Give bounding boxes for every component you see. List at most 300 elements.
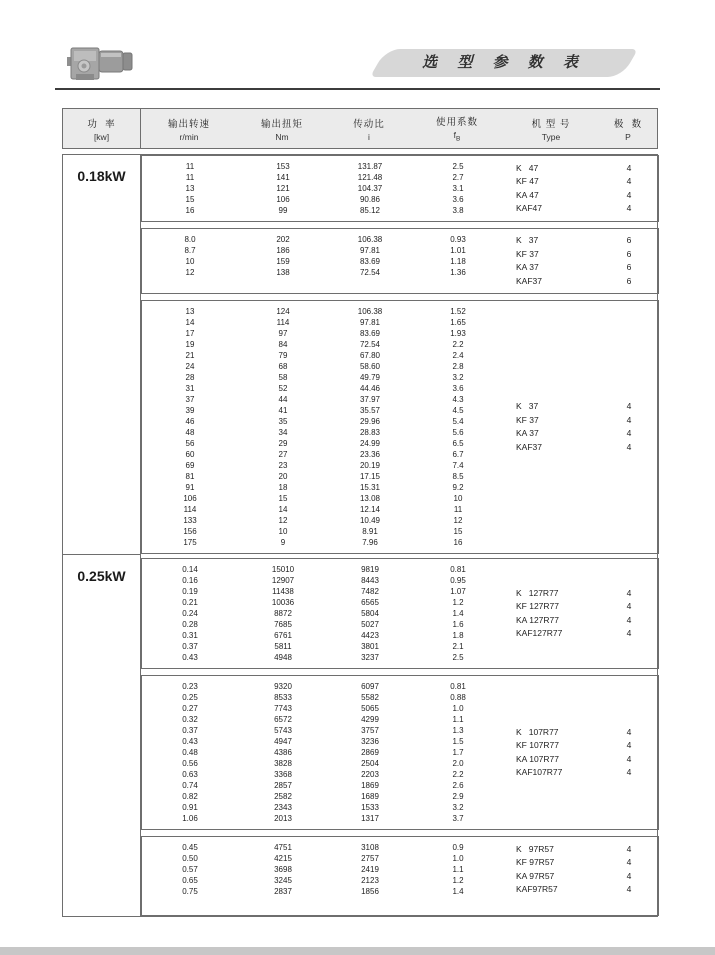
value-cell: 114 (183, 505, 197, 514)
value-cell: 0.19 (182, 587, 198, 596)
factor-column (412, 306, 504, 548)
value-cell: 1.65 (450, 318, 466, 327)
value-cell: 29.96 (359, 417, 381, 426)
parameter-block (141, 300, 659, 554)
value-cell: 5027 (361, 620, 379, 629)
value-cell: 131.87 (357, 162, 383, 171)
value-cell: 3368 (274, 770, 292, 779)
poles-column (600, 234, 658, 288)
value-cell: 1.1 (452, 715, 464, 724)
header-cell-poles (599, 109, 657, 148)
value-cell: 24.99 (359, 439, 381, 448)
value-cell: 5582 (361, 693, 379, 702)
value-cell: 67.80 (359, 351, 381, 360)
type-cell: KAF107R77 (516, 767, 563, 777)
header-type-unit: Type (541, 131, 561, 142)
poles-column (600, 162, 658, 216)
value-cell: 28 (185, 373, 195, 382)
factor-column (412, 234, 504, 288)
value-cell: 16 (185, 206, 195, 215)
value-cell: 3698 (274, 865, 292, 874)
header-speed-cn: 输出转速 (167, 118, 210, 130)
value-cell: 1856 (361, 887, 379, 896)
value-cell: 1689 (361, 792, 379, 801)
blocks-host (141, 155, 659, 554)
speed-column (142, 161, 238, 216)
header-torque-unit: Nm (275, 131, 289, 142)
value-cell: 3.1 (452, 184, 464, 193)
value-cell: 2.0 (452, 759, 464, 768)
value-cell: 0.48 (182, 748, 198, 757)
value-cell: 20 (278, 472, 288, 481)
value-cell: 159 (276, 257, 290, 266)
value-cell: 0.75 (182, 887, 198, 896)
value-cell: 2857 (274, 781, 292, 790)
value-cell: 48 (185, 428, 195, 437)
value-cell: 6761 (274, 631, 292, 640)
type-cell: KAF37 (516, 275, 542, 286)
value-cell: 124 (276, 307, 290, 316)
value-cell: 0.23 (182, 682, 198, 691)
value-cell: 72.54 (359, 268, 381, 277)
value-cell: 133 (183, 516, 197, 525)
value-cell: 1.5 (452, 737, 464, 746)
value-cell: 2837 (274, 887, 292, 896)
value-cell: 0.25 (182, 693, 198, 702)
value-cell: 2.5 (452, 162, 464, 171)
torque-column (238, 842, 328, 897)
value-cell: 4386 (274, 748, 292, 757)
value-cell: 0.88 (450, 693, 466, 702)
value-cell: 10 (185, 257, 195, 266)
value-cell: 68 (278, 362, 288, 371)
value-cell: 1.0 (452, 704, 464, 713)
poles-cell: 4 (626, 753, 632, 764)
header-rule (55, 88, 660, 90)
table-body (62, 154, 658, 917)
blocks-host (141, 554, 659, 916)
value-cell: 1.18 (450, 257, 466, 266)
value-cell: 6.7 (452, 450, 464, 459)
poles-cell: 4 (626, 857, 632, 867)
value-cell: 1.2 (452, 598, 464, 607)
value-cell: 12 (453, 516, 463, 525)
value-cell: 3.6 (452, 384, 464, 393)
poles-cell: 4 (626, 414, 632, 425)
type-column (504, 162, 600, 216)
value-cell: 10 (278, 527, 288, 536)
value-cell: 9819 (361, 565, 379, 574)
value-cell: 46 (185, 417, 195, 426)
value-cell: 104.37 (357, 184, 383, 193)
value-cell: 141 (276, 173, 290, 182)
value-cell: 3.2 (452, 373, 464, 382)
value-cell: 8872 (274, 609, 292, 618)
value-cell: 0.81 (450, 682, 466, 691)
value-cell: 6565 (361, 598, 379, 607)
value-cell: 84 (278, 340, 288, 349)
value-cell: 3237 (361, 653, 379, 662)
parameter-block (141, 836, 659, 916)
poles-cell: 4 (626, 162, 632, 173)
value-cell: 14 (185, 318, 195, 327)
poles-cell: 4 (626, 587, 632, 598)
value-cell: 15.31 (359, 483, 381, 492)
poles-cell: 4 (626, 884, 632, 894)
value-cell: 8.0 (184, 235, 196, 244)
type-cell: KF 37 (516, 414, 539, 425)
value-cell: 1.06 (182, 814, 198, 823)
value-cell: 7482 (361, 587, 379, 596)
poles-cell: 6 (626, 235, 632, 245)
value-cell: 0.43 (182, 653, 198, 662)
power-label: 0.25kW (63, 554, 141, 916)
ratio-column (328, 842, 412, 897)
value-cell: 2.6 (452, 781, 464, 790)
header-cell-ratio (327, 109, 411, 148)
power-section (63, 554, 657, 916)
value-cell: 0.37 (182, 726, 198, 735)
type-cell: KF 47 (516, 176, 539, 186)
value-cell: 15 (453, 527, 463, 536)
value-cell: 4215 (274, 854, 292, 863)
value-cell: 0.43 (182, 737, 198, 746)
value-cell: 28.83 (359, 428, 381, 437)
factor-column (412, 564, 504, 663)
value-cell: 13 (185, 184, 195, 193)
value-cell: 10.49 (359, 516, 381, 525)
value-cell: 27 (278, 450, 288, 459)
type-cell: KF 37 (516, 248, 539, 259)
value-cell: 0.50 (182, 854, 198, 863)
value-cell: 1.4 (452, 887, 464, 896)
header-power-unit: [kw] (93, 131, 110, 142)
value-cell: 90.86 (359, 195, 381, 204)
value-cell: 72.54 (359, 340, 381, 349)
value-cell: 0.65 (182, 876, 198, 885)
poles-cell: 4 (626, 767, 632, 777)
header-cell-type (503, 109, 599, 148)
value-cell: 0.63 (182, 770, 198, 779)
header-torque-cn: 输出扭矩 (260, 118, 303, 130)
value-cell: 0.56 (182, 759, 198, 768)
value-cell: 83.69 (359, 329, 381, 338)
ratio-column (328, 234, 412, 288)
value-cell: 1533 (361, 803, 379, 812)
value-cell: 12.14 (359, 505, 381, 514)
value-cell: 7685 (274, 620, 292, 629)
header-ratio-cn: 传动比 (353, 118, 385, 130)
type-cell: K 97R57 (516, 843, 554, 854)
value-cell: 0.31 (182, 631, 198, 640)
value-cell: 3757 (361, 726, 379, 735)
value-cell: 7.4 (452, 461, 464, 470)
value-cell: 2.5 (452, 653, 464, 662)
value-cell: 0.24 (182, 609, 198, 618)
header-poles-unit: P (625, 131, 631, 142)
value-cell: 1.07 (450, 587, 466, 596)
value-cell: 35.57 (359, 406, 381, 415)
value-cell: 15 (185, 195, 195, 204)
value-cell: 186 (276, 246, 290, 255)
value-cell: 175 (183, 538, 197, 547)
value-cell: 19 (185, 340, 195, 349)
value-cell: 11 (453, 505, 463, 514)
value-cell: 1.8 (452, 631, 464, 640)
value-cell: 12 (278, 516, 288, 525)
header-cell-factor (411, 109, 503, 148)
poles-cell: 6 (626, 262, 632, 272)
header-factor-unit: $f_B$ (453, 130, 461, 143)
value-cell: 0.28 (182, 620, 198, 629)
value-cell: 1869 (361, 781, 379, 790)
value-cell: 1.01 (450, 246, 466, 255)
speed-column (142, 234, 238, 288)
value-cell: 69 (185, 461, 195, 470)
type-cell: KA 37 (516, 428, 539, 438)
value-cell: 7743 (274, 704, 292, 713)
header-cell-speed (141, 109, 237, 148)
value-cell: 4423 (361, 631, 379, 640)
value-cell: 5743 (274, 726, 292, 735)
value-cell: 4947 (274, 737, 292, 746)
value-cell: 2.1 (452, 642, 464, 651)
value-cell: 0.81 (450, 565, 466, 574)
value-cell: 49.79 (359, 373, 381, 382)
value-cell: 2.4 (452, 351, 464, 360)
speed-column (142, 681, 238, 824)
value-cell: 2.7 (452, 173, 464, 182)
selection-table (62, 108, 658, 917)
value-cell: 5.4 (452, 417, 464, 426)
value-cell: 156 (183, 527, 197, 536)
value-cell: 35 (278, 417, 288, 426)
value-cell: 0.37 (182, 642, 198, 651)
value-cell: 4.5 (452, 406, 464, 415)
value-cell: 1.2 (452, 876, 464, 885)
type-cell: K 37 (516, 235, 539, 245)
poles-cell: 6 (626, 248, 632, 259)
type-cell: KA 47 (516, 189, 539, 200)
value-cell: 2504 (361, 759, 379, 768)
type-column (504, 843, 600, 897)
value-cell: 8533 (274, 693, 292, 702)
type-cell: K 127R77 (516, 587, 559, 598)
type-column (504, 587, 600, 641)
value-cell: 106 (276, 195, 290, 204)
value-cell: 6.5 (452, 439, 464, 448)
value-cell: 4299 (361, 715, 379, 724)
factor-column (412, 842, 504, 897)
value-cell: 21 (185, 351, 195, 360)
value-cell: 121 (276, 184, 290, 193)
value-cell: 0.57 (182, 865, 198, 874)
value-cell: 5804 (361, 609, 379, 618)
value-cell: 3245 (274, 876, 292, 885)
value-cell: 2.8 (452, 362, 464, 371)
value-cell: 0.27 (182, 704, 198, 713)
value-cell: 83.69 (359, 257, 381, 266)
value-cell: 91 (185, 483, 195, 492)
value-cell: 1.6 (452, 620, 464, 629)
value-cell: 3.2 (452, 803, 464, 812)
value-cell: 2123 (361, 876, 379, 885)
value-cell: 2343 (274, 803, 292, 812)
header-ratio-unit: i (368, 131, 370, 142)
parameter-block (141, 558, 659, 669)
value-cell: 10 (453, 494, 463, 503)
value-cell: 0.9 (452, 843, 464, 852)
value-cell: 97 (278, 329, 288, 338)
value-cell: 3.6 (452, 195, 464, 204)
value-cell: 60 (185, 450, 195, 459)
header-cell-power (63, 109, 141, 148)
poles-cell: 4 (626, 189, 632, 200)
poles-column (600, 726, 658, 780)
type-cell: KA 37 (516, 262, 539, 272)
type-cell: K 47 (516, 162, 539, 173)
value-cell: 2419 (361, 865, 379, 874)
value-cell: 0.93 (450, 235, 466, 244)
poles-cell: 4 (626, 401, 632, 411)
value-cell: 3828 (274, 759, 292, 768)
type-cell: KAF37 (516, 441, 542, 452)
value-cell: 3.7 (452, 814, 464, 823)
value-cell: 31 (185, 384, 195, 393)
value-cell: 5065 (361, 704, 379, 713)
value-cell: 8.7 (184, 246, 196, 255)
value-cell: 8443 (361, 576, 379, 585)
torque-column (238, 681, 328, 824)
value-cell: 2.9 (452, 792, 464, 801)
ratio-column (328, 161, 412, 216)
value-cell: 0.16 (182, 576, 198, 585)
type-cell: KA 97R57 (516, 870, 555, 881)
value-cell: 3801 (361, 642, 379, 651)
torque-column (238, 161, 328, 216)
value-cell: 5.6 (452, 428, 464, 437)
type-cell: KF 107R77 (516, 740, 559, 750)
value-cell: 52 (278, 384, 288, 393)
header-speed-unit: r/min (179, 131, 199, 142)
poles-cell: 6 (626, 275, 632, 286)
poles-cell: 4 (626, 870, 632, 881)
type-cell: KAF127R77 (516, 628, 563, 638)
gear-motor-photo (66, 40, 141, 86)
value-cell: 14 (278, 505, 288, 514)
value-cell: 41 (278, 406, 288, 415)
torque-column (238, 564, 328, 663)
parameter-block (141, 228, 659, 294)
header-cell-torque (237, 109, 327, 148)
value-cell: 23 (278, 461, 288, 470)
value-cell: 97.81 (359, 318, 381, 327)
type-cell: KAF97R57 (516, 884, 558, 894)
value-cell: 24 (185, 362, 195, 371)
power-label: 0.18kW (63, 155, 141, 554)
value-cell: 4751 (274, 843, 292, 852)
value-cell: 0.95 (450, 576, 466, 585)
speed-column (142, 564, 238, 663)
poles-column (600, 843, 658, 897)
ratio-column (328, 681, 412, 824)
value-cell: 12 (185, 268, 195, 277)
header-type-cn: 机 型 号 (531, 118, 571, 130)
value-cell: 37 (185, 395, 195, 404)
value-cell: 34 (278, 428, 288, 437)
table-header (62, 108, 658, 149)
value-cell: 5811 (274, 642, 292, 651)
factor-column (412, 681, 504, 824)
type-cell: K 37 (516, 401, 539, 411)
poles-cell: 4 (626, 601, 632, 611)
poles-cell: 4 (626, 740, 632, 750)
value-cell: 23.36 (359, 450, 381, 459)
type-column (504, 726, 600, 780)
value-cell: 138 (276, 268, 290, 277)
value-cell: 11 (185, 162, 195, 171)
poles-cell: 4 (626, 441, 632, 452)
value-cell: 37.97 (359, 395, 381, 404)
torque-column (238, 234, 328, 288)
page-bottom-bar (0, 947, 715, 955)
value-cell: 97.81 (359, 246, 381, 255)
poles-cell: 4 (626, 628, 632, 638)
value-cell: 1.52 (450, 307, 466, 316)
value-cell: 58 (278, 373, 288, 382)
value-cell: 10036 (271, 598, 295, 607)
value-cell: 3108 (361, 843, 379, 852)
value-cell: 9 (280, 538, 286, 547)
value-cell: 11 (185, 173, 195, 182)
poles-column (600, 587, 658, 641)
ratio-column (328, 306, 412, 548)
type-cell: KAF47 (516, 203, 542, 213)
value-cell: 4948 (274, 653, 292, 662)
value-cell: 17 (185, 329, 195, 338)
value-cell: 4.3 (452, 395, 464, 404)
type-cell: K 107R77 (516, 726, 559, 737)
value-cell: 0.21 (182, 598, 198, 607)
value-cell: 1.1 (452, 865, 464, 874)
poles-cell: 4 (626, 843, 632, 854)
value-cell: 1.4 (452, 609, 464, 618)
value-cell: 13 (185, 307, 195, 316)
value-cell: 17.15 (359, 472, 381, 481)
value-cell: 3236 (361, 737, 379, 746)
value-cell: 56 (185, 439, 195, 448)
value-cell: 0.32 (182, 715, 198, 724)
speed-column (142, 306, 238, 548)
value-cell: 2.2 (452, 340, 464, 349)
value-cell: 15010 (271, 565, 295, 574)
value-cell: 3.8 (452, 206, 464, 215)
value-cell: 1.3 (452, 726, 464, 735)
value-cell: 9320 (274, 682, 292, 691)
type-cell: KF 97R57 (516, 857, 555, 867)
value-cell: 8.5 (452, 472, 464, 481)
value-cell: 81 (185, 472, 195, 481)
value-cell: 2757 (361, 854, 379, 863)
type-column (504, 400, 600, 454)
value-cell: 2869 (361, 748, 379, 757)
value-cell: 153 (276, 162, 290, 171)
value-cell: 0.74 (182, 781, 198, 790)
poles-cell: 4 (626, 428, 632, 438)
power-section (63, 155, 657, 554)
value-cell: 1.0 (452, 854, 464, 863)
value-cell: 9.2 (452, 483, 464, 492)
